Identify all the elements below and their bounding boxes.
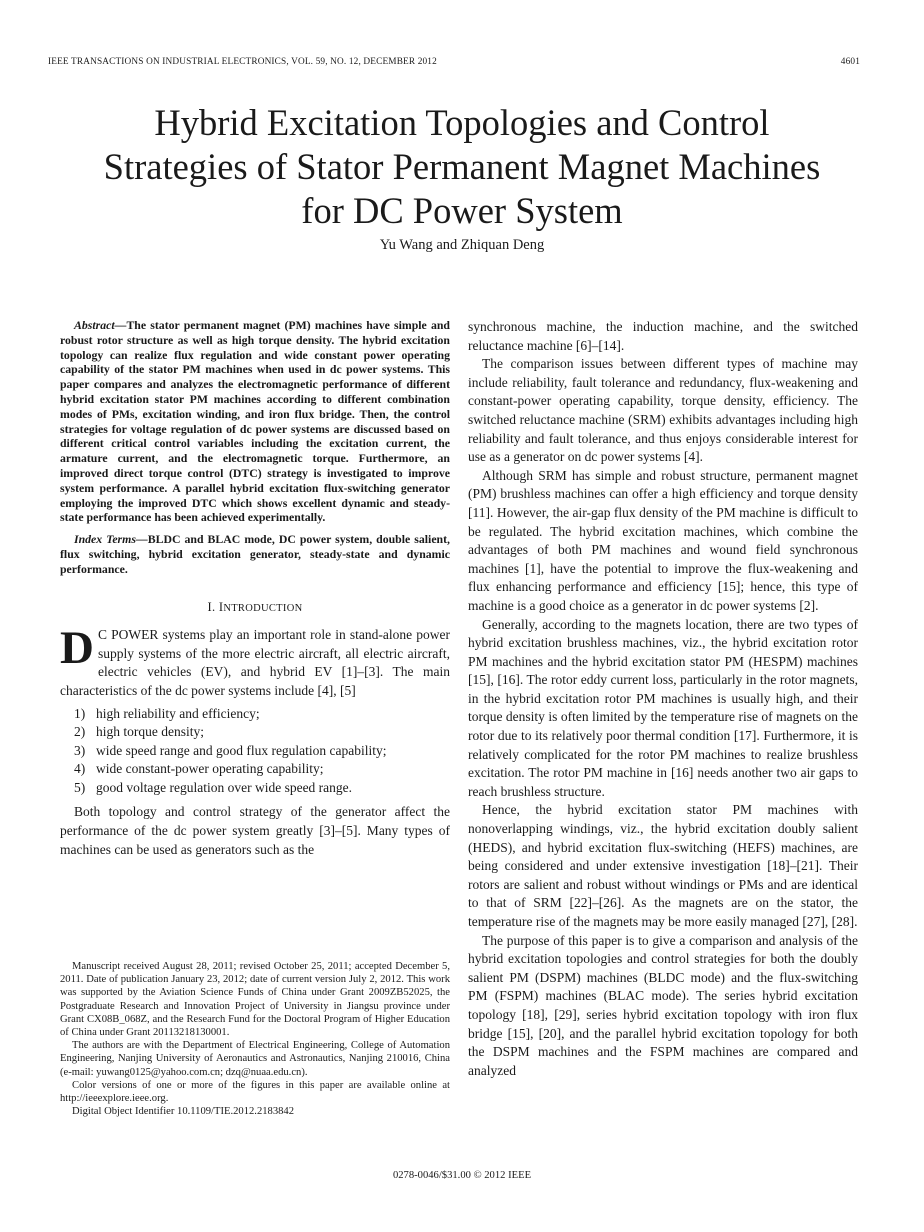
title-line-3: for DC Power System <box>301 190 623 231</box>
list-item-number: 5) <box>74 779 86 795</box>
paper-title <box>0 101 924 233</box>
body-paragraph: Generally, according to the magnets location, there are two types of hybrid excitation brushless machines, viz., the hybrid excitation rotor PM machines and the hybrid excitation stator PM (HESPM) machines [15], [16]. The rotor eddy current loss, particularly in the rotor magnets, in the hybrid excitation rotor PM machines is usually high, and their torque density is often limited by the temperature rise of magnets on the rotor due to its relatively poor thermal condition [17]. Furthermore, it is relatively complicated for the rotor PM machines to realize brushless excitation. The rotor PM machine in [16] needs another two air gaps to reach brushless structure. <box>468 616 858 799</box>
index-terms-label: Index Terms— <box>74 532 148 547</box>
body-paragraph: Although SRM has simple and robust structure, permanent magnet (PM) brushless machines can offer a high efficiency and torque density [11]. However, the air-gap flux density of the PM machine is difficult to be regulated. The hybrid excitation machines, which combine the advantages of both PM machines and wound field synchronous machines [1], have the potential to improve the flux-weakening and flux enhancing performance and efficiency [15]; hence, this type of machine is a good choice as a generator in dc power systems [2]. <box>468 467 858 613</box>
list-item-text: wide constant-power operating capability; <box>96 761 324 777</box>
list-item <box>74 760 450 779</box>
body-paragraph: Hence, the hybrid excitation stator PM machines with nonoverlapping windings, viz., the hybrid excitation doubly salient (HEDS), and hybrid excitation flux-switching (HEFS) machines, are being considered and under extensive investigation [18]–[21]. Their rotors are salient and robust without windings or PMs and are identical to that of SRM [22]–[26]. As the magnets are on the stator, the temperature rise of the magnets may be more easily managed [27], [28]. <box>468 802 858 929</box>
drop-cap: D <box>60 622 94 675</box>
list-item-text: wide speed range and good flux regulation capability; <box>96 742 387 758</box>
abstract-label: Abstract— <box>74 318 127 332</box>
section-title-rest: NTRODUCTION <box>223 602 303 614</box>
list-item <box>74 742 450 761</box>
body-paragraph: The comparison issues between different types of machine may include reliability, fault tolerance and redundancy, flux-weakening and constant-power operating capability, torque density, efficiency. The switched reluctance machine (SRM) exhibits advantages including high reliability and fault tolerance, and thus enjoys considerable interest for use as a generator on dc power systems [4]. <box>468 356 858 465</box>
footnote-doi: Digital Object Identifier 10.1109/TIE.2012.2183842 <box>72 1106 295 1118</box>
right-column <box>468 318 858 1080</box>
body-paragraph: The purpose of this paper is to give a comparison and analysis of the hybrid excitation topologies and control strategies for both the doubly salient PM (DSPM) machines (BLDC mode) and the flux-switching PM (FSPM) machines (BLAC mode). The series hybrid excitation topology [18], [29], series hybrid excitation topology with iron flux bridge [15], [20], and the parallel hybrid excitation topology for both the DSPM machines and the FSPM machines are compared and analyzed <box>468 932 858 1078</box>
list-item-number: 1) <box>74 705 86 721</box>
index-terms <box>60 532 450 576</box>
section-title-initial: I <box>218 599 224 614</box>
left-column <box>60 318 450 859</box>
page-number: 4601 <box>840 57 860 67</box>
list-item <box>74 705 450 724</box>
footnote-color: Color versions of one or more of the figures in this paper are available online at http://ieeexplore.ieee.org. <box>60 1079 450 1105</box>
footnote <box>60 960 450 1118</box>
list-item-number: 2) <box>74 724 86 740</box>
footnote-received: Manuscript received August 28, 2011; revised October 25, 2011; accepted December 5, 2011. Date of publication January 23, 2012; date of current version July 2, 2012. This work was supported by the Aviation Science Funds of China under Grant 2009ZB52025, the Postgraduate Research and Innovation Project of University in Jiangsu province under Grant CX08B_068Z, and the Research Fund for the Doctoral Program of Higher Education of China under Grant 20113218130001. <box>60 961 450 1039</box>
abstract-text: The stator permanent magnet (PM) machines have simple and robust rotor structure as well as high torque density. The hybrid excitation topology can realize flux regulation and wide constant power operating capability of the stator PM machines when used in dc power systems. This paper compares and analyzes the electromagnetic performance of different hybrid excitation stator PM machines according to different combination modes of PMs, excitation winding, and iron flux bridge. Then, the control strategies for voltage regulation of dc power systems are discussed based on different critical control variables including the excitation current, the armature current, and the electromagnetic torque. Furthermore, an improved direct torque control (DTC) strategy is investigated to improve system performance. A parallel hybrid excitation flux-switching generator employing the improved DTC which shows excellent dynamic and steady-state performance has been achieved experimentally. <box>60 318 450 525</box>
abstract <box>60 318 450 525</box>
copyright-line: 0278-0046/$31.00 © 2012 IEEE <box>392 1170 532 1181</box>
list-item-text: high reliability and efficiency; <box>96 705 260 721</box>
journal-name: IEEE TRANSACTIONS ON INDUSTRIAL ELECTRONICS, VOL. 59, NO. 12, DECEMBER 2012 <box>48 57 437 67</box>
footnote-affiliation: The authors are with the Department of Electrical Engineering, College of Automation Engineering, Nanjing University of Aeronautics and Astronautics, Nanjing 210016, China (e-mail: yuwang0125@yahoo.com.cn; dzq@nuaa.edu.cn). <box>60 1040 450 1078</box>
intro-paragraph-1-text: C POWER systems play an important role in stand-alone power supply systems of the more electric aircraft, all electric aircraft, electric vehicles (EV), and hybrid EV [1]–[3]. The main characteristics of the dc power systems include [4], [5] <box>60 627 450 698</box>
list-item <box>74 723 450 742</box>
requirements-list <box>60 705 450 798</box>
list-item-number: 4) <box>74 761 86 777</box>
list-item <box>74 779 450 798</box>
running-head <box>48 57 860 71</box>
intro-paragraph-2: Both topology and control strategy of the generator affect the performance of the dc power system greatly [3]–[5]. Many types of machines can be used as generators such as the <box>60 804 450 857</box>
intro-paragraph-1 <box>60 622 450 700</box>
title-line-1: Hybrid Excitation Topologies and Control <box>154 102 770 143</box>
list-item-text: high torque density; <box>96 724 204 740</box>
body-paragraph: synchronous machine, the induction machine, and the switched reluctance machine [6]–[14]. <box>468 319 858 353</box>
index-terms-text: BLDC and BLAC mode, DC power system, double salient, flux switching, hybrid excitation generator, steady-state and dynamic performance. <box>60 532 450 576</box>
section-heading-introduction <box>60 598 450 619</box>
authors: Yu Wang and Zhiquan Deng <box>379 237 545 253</box>
list-item-text: good voltage regulation over wide speed range. <box>96 779 353 795</box>
section-numeral: I. <box>207 599 216 614</box>
title-line-2: Strategies of Stator Permanent Magnet Machines <box>103 146 821 187</box>
list-item-number: 3) <box>74 742 86 758</box>
